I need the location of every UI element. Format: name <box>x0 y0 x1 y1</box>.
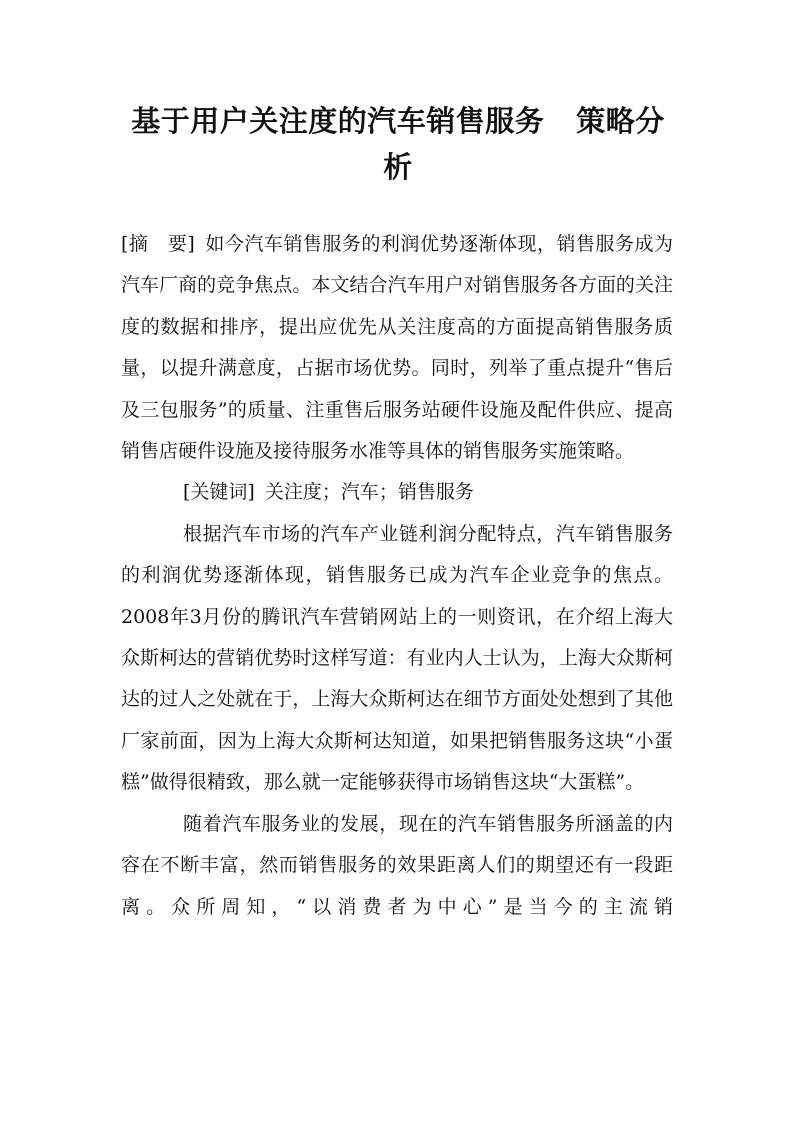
abstract-text: 如今汽车销售服务的利润优势逐渐体现，销售服务成为汽车厂商的竞争焦点。本文结合汽车用户对销售服务各方面的关注度的数据和排序，提出应优先从关注度高的方面提高销售服务质量，以提升满意度，占据市场优势。同时，列举了重点提升“售后及三包服务”的质量、注重售后服务站硬件设施及配件供应、提高销售店硬件设施及接待服务水准等具体的销售服务实施策略。 <box>121 233 673 463</box>
body-paragraph-2: 随着汽车服务业的发展，现在的汽车销售服务所涵盖的内容在不断丰富，然而销售服务的效果距离人们的期望还有一段距离。众所周知，“以消费者为中心”是当今的主流销 <box>121 812 673 918</box>
title-part-2: 策略分析 <box>383 104 665 184</box>
keywords-label: [关键词] <box>183 481 255 504</box>
document-body <box>121 224 673 928</box>
abstract-label: [摘 要] <box>121 233 195 255</box>
body-paragraph-1: 根据汽车市场的汽车产业链利润分配特点，汽车销售服务的利润优势逐渐体现，销售服务已成为汽车企业竞争的焦点。2008年3月份的腾讯汽车营销网站上的一则资讯，在介绍上海大众斯柯达的营销优势时这样写道：有业内人士认为，上海大众斯柯达的过人之处就在于，上海大众斯柯达在细节方面处处想到了其他厂家前面，因为上海大众斯柯达知道，如果把销售服务这块“小蛋糕”做得很精致，那么就一定能够获得市场销售这块“大蛋糕”。 <box>121 522 673 794</box>
abstract-paragraph <box>121 224 673 472</box>
keywords-paragraph <box>121 472 673 513</box>
document-title <box>118 98 678 190</box>
title-part-1: 基于用户关注度的汽车销售服务 <box>131 104 545 138</box>
keywords-text: 关注度；汽车；销售服务 <box>264 481 474 504</box>
